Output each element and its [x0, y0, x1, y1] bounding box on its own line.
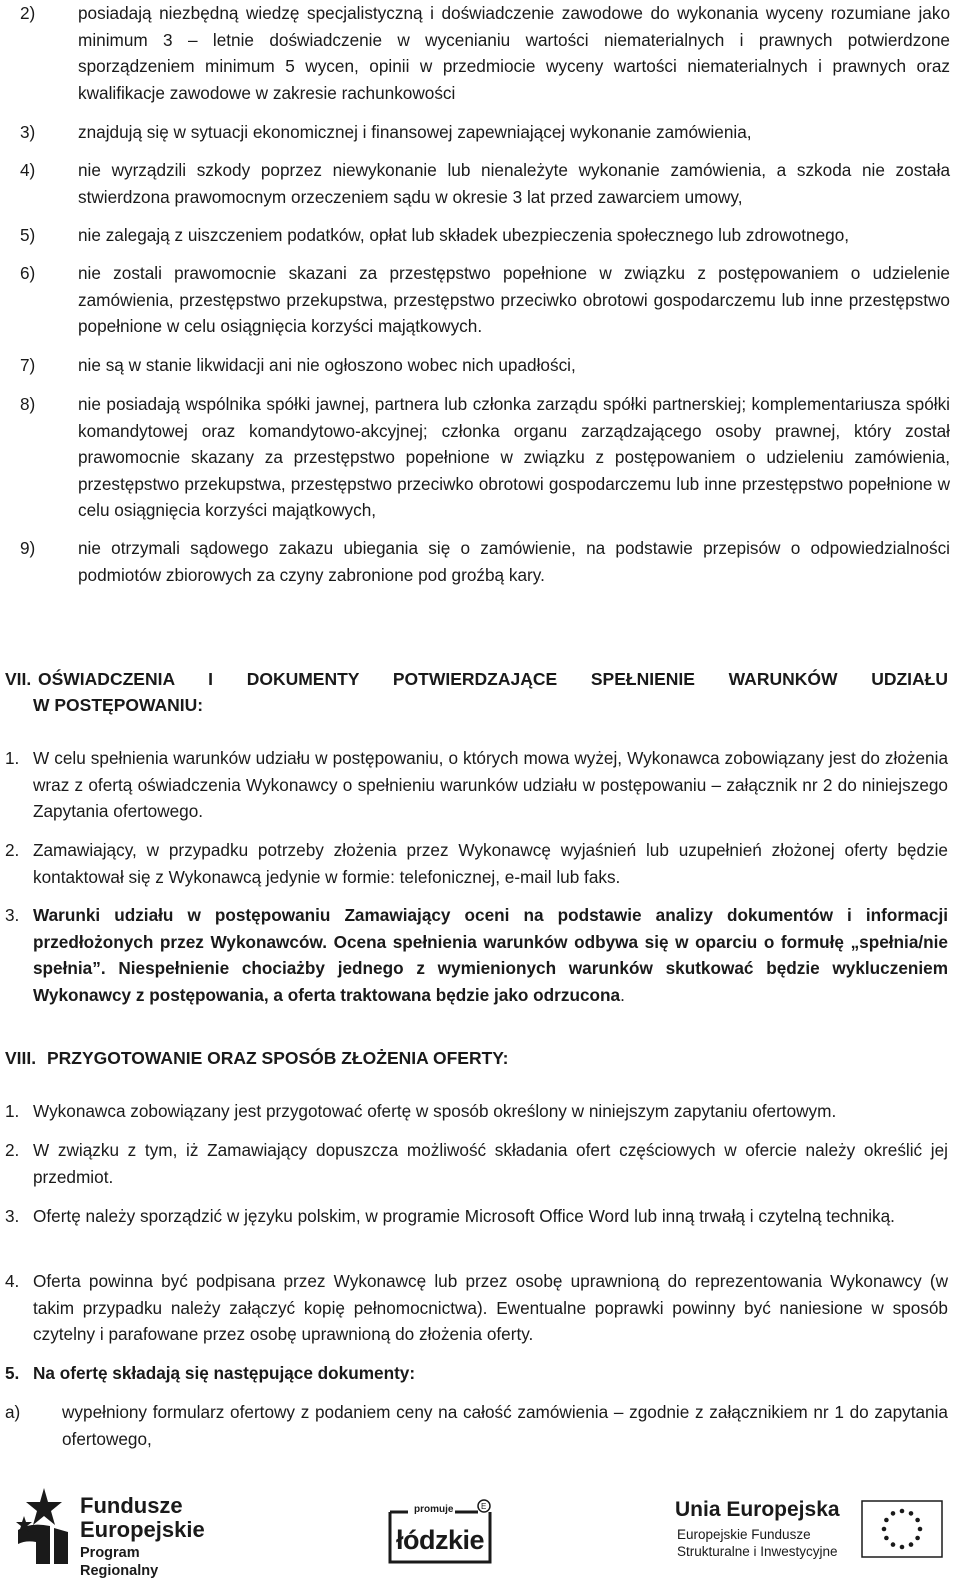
list-item — [5, 1203, 948, 1230]
list-item — [5, 1098, 948, 1125]
footer-logos — [0, 1470, 960, 1579]
list-item-number: 4) — [20, 160, 36, 180]
section-title — [38, 666, 948, 692]
section-number: VIII. — [5, 1048, 37, 1068]
list-item — [5, 1399, 948, 1452]
lodz-logo-small: promuje — [414, 1504, 454, 1515]
list-item-number: 2) — [20, 3, 36, 23]
text-suffix: . — [620, 984, 625, 1005]
list-item-number: 6) — [20, 263, 36, 283]
list-item-text: znajdują się w sytuacji ekonomicznej i finansowej zapewniającej wykonanie zamówienia, — [78, 122, 752, 142]
list-item-number: 4. — [5, 1271, 20, 1291]
bold-text: Warunki udziału w postępowaniu Zamawiający oceni na podstawie analizy dokumentów i informacji przedłożonych przez Wykonawców. Ocena spełnienia warunków odbywa się w oparciu o formułę „spełnia/nie spełnia”. Niespełnienie chociażby jednego z wymienionych warunków skutkować będzie wykluczeniem Wykonawcy z postępowania, a oferta traktowana będzie jako odrzucona — [33, 905, 948, 1005]
fe-logo-line3: Program Regionalny — [80, 1545, 159, 1579]
section-title: PRZYGOTOWANIE ORAZ SPOSÓB ZŁOŻENIA OFERTY: — [47, 1048, 509, 1068]
list-item — [5, 837, 948, 890]
eu-logo-line3: Strukturalne i Inwestycyjne — [677, 1544, 838, 1559]
fe-logo-line1: Fundusze — [80, 1493, 183, 1518]
list-item-number: 3) — [20, 122, 36, 142]
list-item-text: Ofertę należy sporządzić w języku polskim, w programie Microsoft Office Word lub inną trwałą i czytelną techniką. — [33, 1206, 895, 1226]
list-item-text: posiadają niezbędną wiedzę specjalistyczną i doświadczenie zawodowe do wykonania wyceny rozumiane jako minimum 3 – letnie doświadczenie w wycenianiu wartości niematerialnych i prawnych potwierdzone sporządzeniem minimum 5 wycen, opinii w przedmiocie wyceny wartości niematerialnych i prawnych oraz kwalifikacje zawodowe w zakresie rachunkowości — [78, 3, 950, 103]
list-item — [20, 535, 950, 588]
list-item — [5, 902, 948, 1008]
list-item-number: a) — [5, 1402, 21, 1422]
list-item-number: 2. — [5, 840, 20, 860]
list-item-text: Na ofertę składają się następujące dokumenty: — [33, 1363, 416, 1383]
list-item — [20, 391, 950, 524]
section-heading — [5, 666, 948, 718]
list-item — [20, 260, 950, 340]
lodz-logo-main: łódzkie — [396, 1525, 485, 1555]
eu-logo-line1: Unia Europejska — [675, 1498, 840, 1521]
section-title-line: OŚWIADCZENIA I DOKUMENTY POTWIERDZAJĄCE SPEŁNIENIE WARUNKÓW UDZIAŁU — [38, 669, 948, 689]
list-item — [5, 745, 948, 825]
list-item-text: wypełniony formularz ofertowy z podaniem ceny na całość zamówienia – zgodnie z załącznikiem nr 1 do zapytania ofertowego, — [62, 1402, 948, 1449]
promuje-lodzkie-logo — [388, 1498, 498, 1564]
eu-flag-icon — [861, 1500, 943, 1558]
list-item — [5, 1137, 948, 1190]
svg-text:E: E — [481, 1502, 487, 1511]
list-item-number: 2. — [5, 1140, 20, 1160]
list-item-text: Oferta powinna być podpisana przez Wykonawcę lub przez osobę uprawnioną do reprezentowania Wykonawcy (w takim przypadku należy załączyć kopię pełnomocnictwa). Ewentualne poprawki powinny być naniesione w sposób czytelny i parafowane przez osobę uprawnioną do złożenia oferty. — [33, 1271, 948, 1344]
list-item-text: nie zostali prawomocnie skazani za przestępstwo popełnione w związku z postępowaniem o udzielenie zamówienia, przestępstwo przekupstwa, przestępstwo przeciwko obrotowi gospodarczemu lub inne przestępstwo popełnione w celu osiągnięcia korzyści majątkowych. — [78, 263, 950, 336]
section-title-line: W POSTĘPOWANIU: — [33, 695, 204, 715]
unia-europejska-logo — [675, 1496, 955, 1568]
list-item-text: nie zalegają z uiszczeniem podatków, opłat lub składek ubezpieczenia społecznego lub zdrowotnego, — [78, 225, 850, 245]
list-item-text: W celu spełnienia warunków udziału w postępowaniu, o których mowa wyżej, Wykonawca zobowiązany jest do złożenia wraz z ofertą oświadczenia Wykonawcy o spełnieniu warunków udziału w postępowaniu – załącznik nr 2 do niniejszego Zapytania ofertowego. — [33, 748, 948, 821]
list-item-number: 5. — [5, 1363, 20, 1383]
section-heading — [5, 1045, 948, 1071]
list-item-text — [33, 902, 948, 1008]
list-item-number: 8) — [20, 394, 36, 414]
list-item — [20, 352, 950, 379]
list-item-number: 1. — [5, 748, 20, 768]
list-item-number: 1. — [5, 1101, 20, 1121]
star-emblem-icon — [10, 1486, 72, 1566]
list-item-number: 3. — [5, 905, 20, 925]
list-item-number: 3. — [5, 1206, 20, 1226]
list-item-number: 7) — [20, 355, 36, 375]
list-item-number: 5) — [20, 225, 36, 245]
list-item — [20, 157, 950, 210]
list-item-text: nie posiadają wspólnika spółki jawnej, partnera lub członka zarządu spółki partnerskiej; komplementariusza spółki komandytowej oraz komandytowo-akcyjnej; członka organu zarządzającego osoby prawnej, który został prawomocnie skazany za przestępstwo popełnione w związku z postępowaniem o udzieleniu zamówienia, przestępstwo przekupstwa, przestępstwo przeciwko obrotowi gospodarczemu lub inne przestępstwo popełnione w celu osiągnięcia korzyści majątkowych, — [78, 394, 950, 520]
list-item — [20, 119, 950, 146]
list-item — [20, 222, 950, 249]
list-item-text: W związku z tym, iż Zamawiający dopuszcza możliwość składania ofert częściowych w ofercie należy określić jej przedmiot. — [33, 1140, 948, 1187]
fundusze-europejskie-logo — [10, 1486, 220, 1579]
list-item-text: nie wyrządzili szkody poprzez niewykonanie lub nienależyte wykonanie zamówienia, a szkoda nie została stwierdzona prawomocnym orzeczeniem sądu w okresie 3 lat przed zawarciem umowy, — [78, 160, 950, 207]
list-item-text: Wykonawca zobowiązany jest przygotować ofertę w sposób określony w niniejszym zapytaniu ofertowym. — [33, 1101, 837, 1121]
fe-logo-line2: Europejskie — [80, 1517, 205, 1542]
list-item-text: nie są w stanie likwidacji ani nie ogłoszono wobec nich upadłości, — [78, 355, 576, 375]
list-item-text: Zamawiający, w przypadku potrzeby złożenia przez Wykonawcę wyjaśnień lub uzupełnień złożonej oferty będzie kontaktował się z Wykonawcą jedynie w formie: telefonicznej, e-mail lub faks. — [33, 840, 948, 887]
list-item — [20, 0, 950, 106]
list-item-number: 9) — [20, 538, 36, 558]
eu-logo-line2: Europejskie Fundusze — [677, 1527, 811, 1542]
list-item — [5, 1268, 948, 1348]
section-number: VII. — [5, 669, 32, 689]
list-item — [5, 1360, 948, 1387]
list-item-text: nie otrzymali sądowego zakazu ubiegania się o zamówienie, na podstawie przepisów o odpowiedzialności podmiotów zbiorowych za czyny zabronione pod groźbą kary. — [78, 538, 950, 585]
